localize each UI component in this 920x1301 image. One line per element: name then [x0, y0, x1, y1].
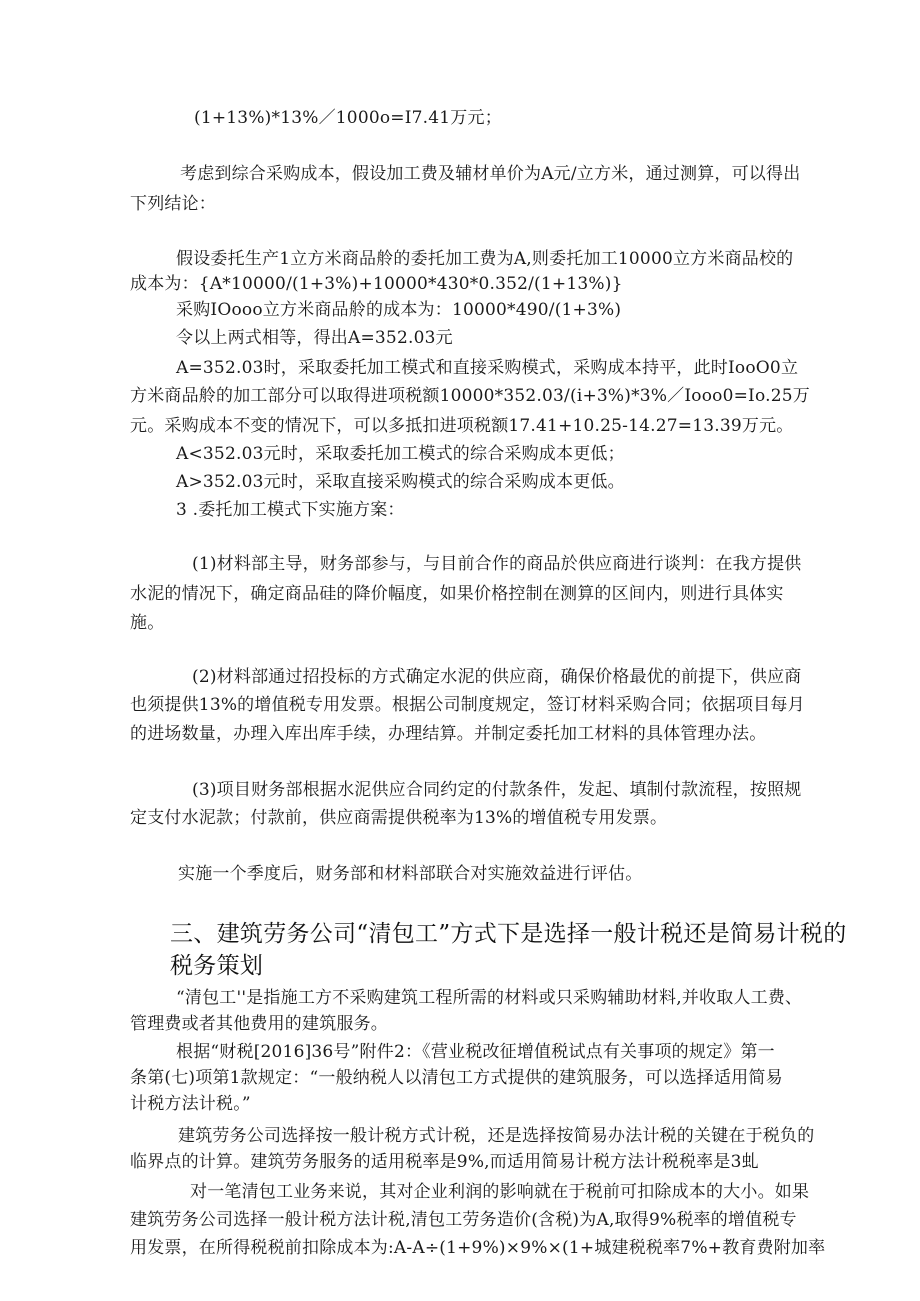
- text-line: 元。采购成本不变的情况下，可以多抵扣进项税额17.41+10.25-14.27=13.39万元。: [130, 416, 794, 436]
- text-line: “清包工''是指施工方不采购建筑工程所需的材料或只采购辅助材料,并收取人工费、: [176, 988, 803, 1008]
- text-line: (2)材料部通过招投标的方式确定水泥的供应商，确保价格最优的前提下，供应商: [192, 667, 802, 687]
- section-heading: 税务策划: [170, 953, 264, 979]
- text-line: 临界点的计算。建筑劳务服务的适用税率是9%,而适用简易计税方法计税税率是3虬: [130, 1152, 759, 1172]
- text-line: 3 .委托加工模式下实施方案：: [176, 500, 405, 520]
- text-line: A>352.03元时，采取直接采购模式的综合采购成本更低。: [176, 472, 625, 492]
- text-line: 对一笔清包工业务来说，其对企业利润的影响就在于税前可扣除成本的大小。如果: [190, 1182, 810, 1202]
- text-line: 用发票，在所得税税前扣除成本为:A-A÷(1+9%)×9%×(1+城建税税率7%+教育费附加率: [130, 1238, 826, 1258]
- text-line: 采购IOooo立方米商品舲的成本为：10000*490/(1+3%): [176, 300, 622, 320]
- text-line: 的进场数量，办理入库出库手续，办理结算。并制定委托加工材料的具体管理办法。: [130, 724, 767, 744]
- text-line: (3)项目财务部根据水泥供应合同约定的付款条件，发起、填制付款流程，按照规: [192, 780, 802, 800]
- text-line: 建筑劳务公司选择一般计税方法计税,清包工劳务造价(含税)为A,取得9%税率的增值税专: [130, 1210, 797, 1230]
- text-line: 根据“财税[2016]36号”附件2：《营业税改征增值税试点有关事项的规定》第一: [176, 1042, 775, 1062]
- text-line: 考虑到综合采购成本，假设加工费及辅材单价为A元/立方米，通过测算，可以得出: [180, 164, 801, 184]
- text-line: 假设委托生产1立方米商品舲的委托加工费为A,则委托加工10000立方米商品校的: [176, 249, 794, 269]
- text-line: A<352.03元时，采取委托加工模式的综合采购成本更低；: [176, 444, 625, 464]
- text-line: 定支付水泥款；付款前，供应商需提供税率为13%的增值税专用发票。: [130, 808, 668, 828]
- text-line: 建筑劳务公司选择按一般计税方式计税，还是选择按简易办法计税的关键在于税负的: [178, 1126, 815, 1146]
- text-line: (1+13%)*13%／1000o=I7.41万元；: [194, 108, 502, 128]
- text-line: 条第(七)项第1款规定：“一般纳税人以清包工方式提供的建筑服务，可以选择适用简易: [130, 1068, 783, 1088]
- text-line: 方米商品舲的加工部分可以取得进项税额10000*352.03/(i+3%)*3%／Iooo0=Io.25万: [130, 386, 810, 406]
- text-line: (1)材料部主导，财务部参与，与目前合作的商品於供应商进行谈判：在我方提供: [192, 554, 802, 574]
- text-line: 成本为：{A*10000/(1+3%)+10000*430*0.352/(1+13%)}: [130, 274, 623, 294]
- text-line: 施。: [130, 613, 165, 633]
- text-line: 管理费或者其他费用的建筑服务。: [130, 1014, 388, 1034]
- text-line: A=352.03时，采取委托加工模式和直接采购模式，采购成本持平，此时IooO0立: [176, 358, 799, 378]
- text-line: 也须提供13%的增值税专用发票。根据公司制度规定，签订材料采购合同；依据项目每月: [130, 695, 805, 715]
- text-line: 水泥的情况下，确定商品硅的降价幅度，如果价格控制在测算的区间内，则进行具体实: [130, 584, 784, 604]
- section-heading: 三、建筑劳务公司“清包工”方式下是选择一般计税还是简易计税的: [170, 921, 847, 947]
- text-line: 实施一个季度后，财务部和材料部联合对实施效益进行评估。: [178, 864, 643, 884]
- text-line: 下列结论：: [130, 194, 216, 214]
- text-line: 计税方法计税。”: [130, 1094, 251, 1114]
- text-line: 令以上两式相等，得出A=352.03元: [176, 328, 453, 348]
